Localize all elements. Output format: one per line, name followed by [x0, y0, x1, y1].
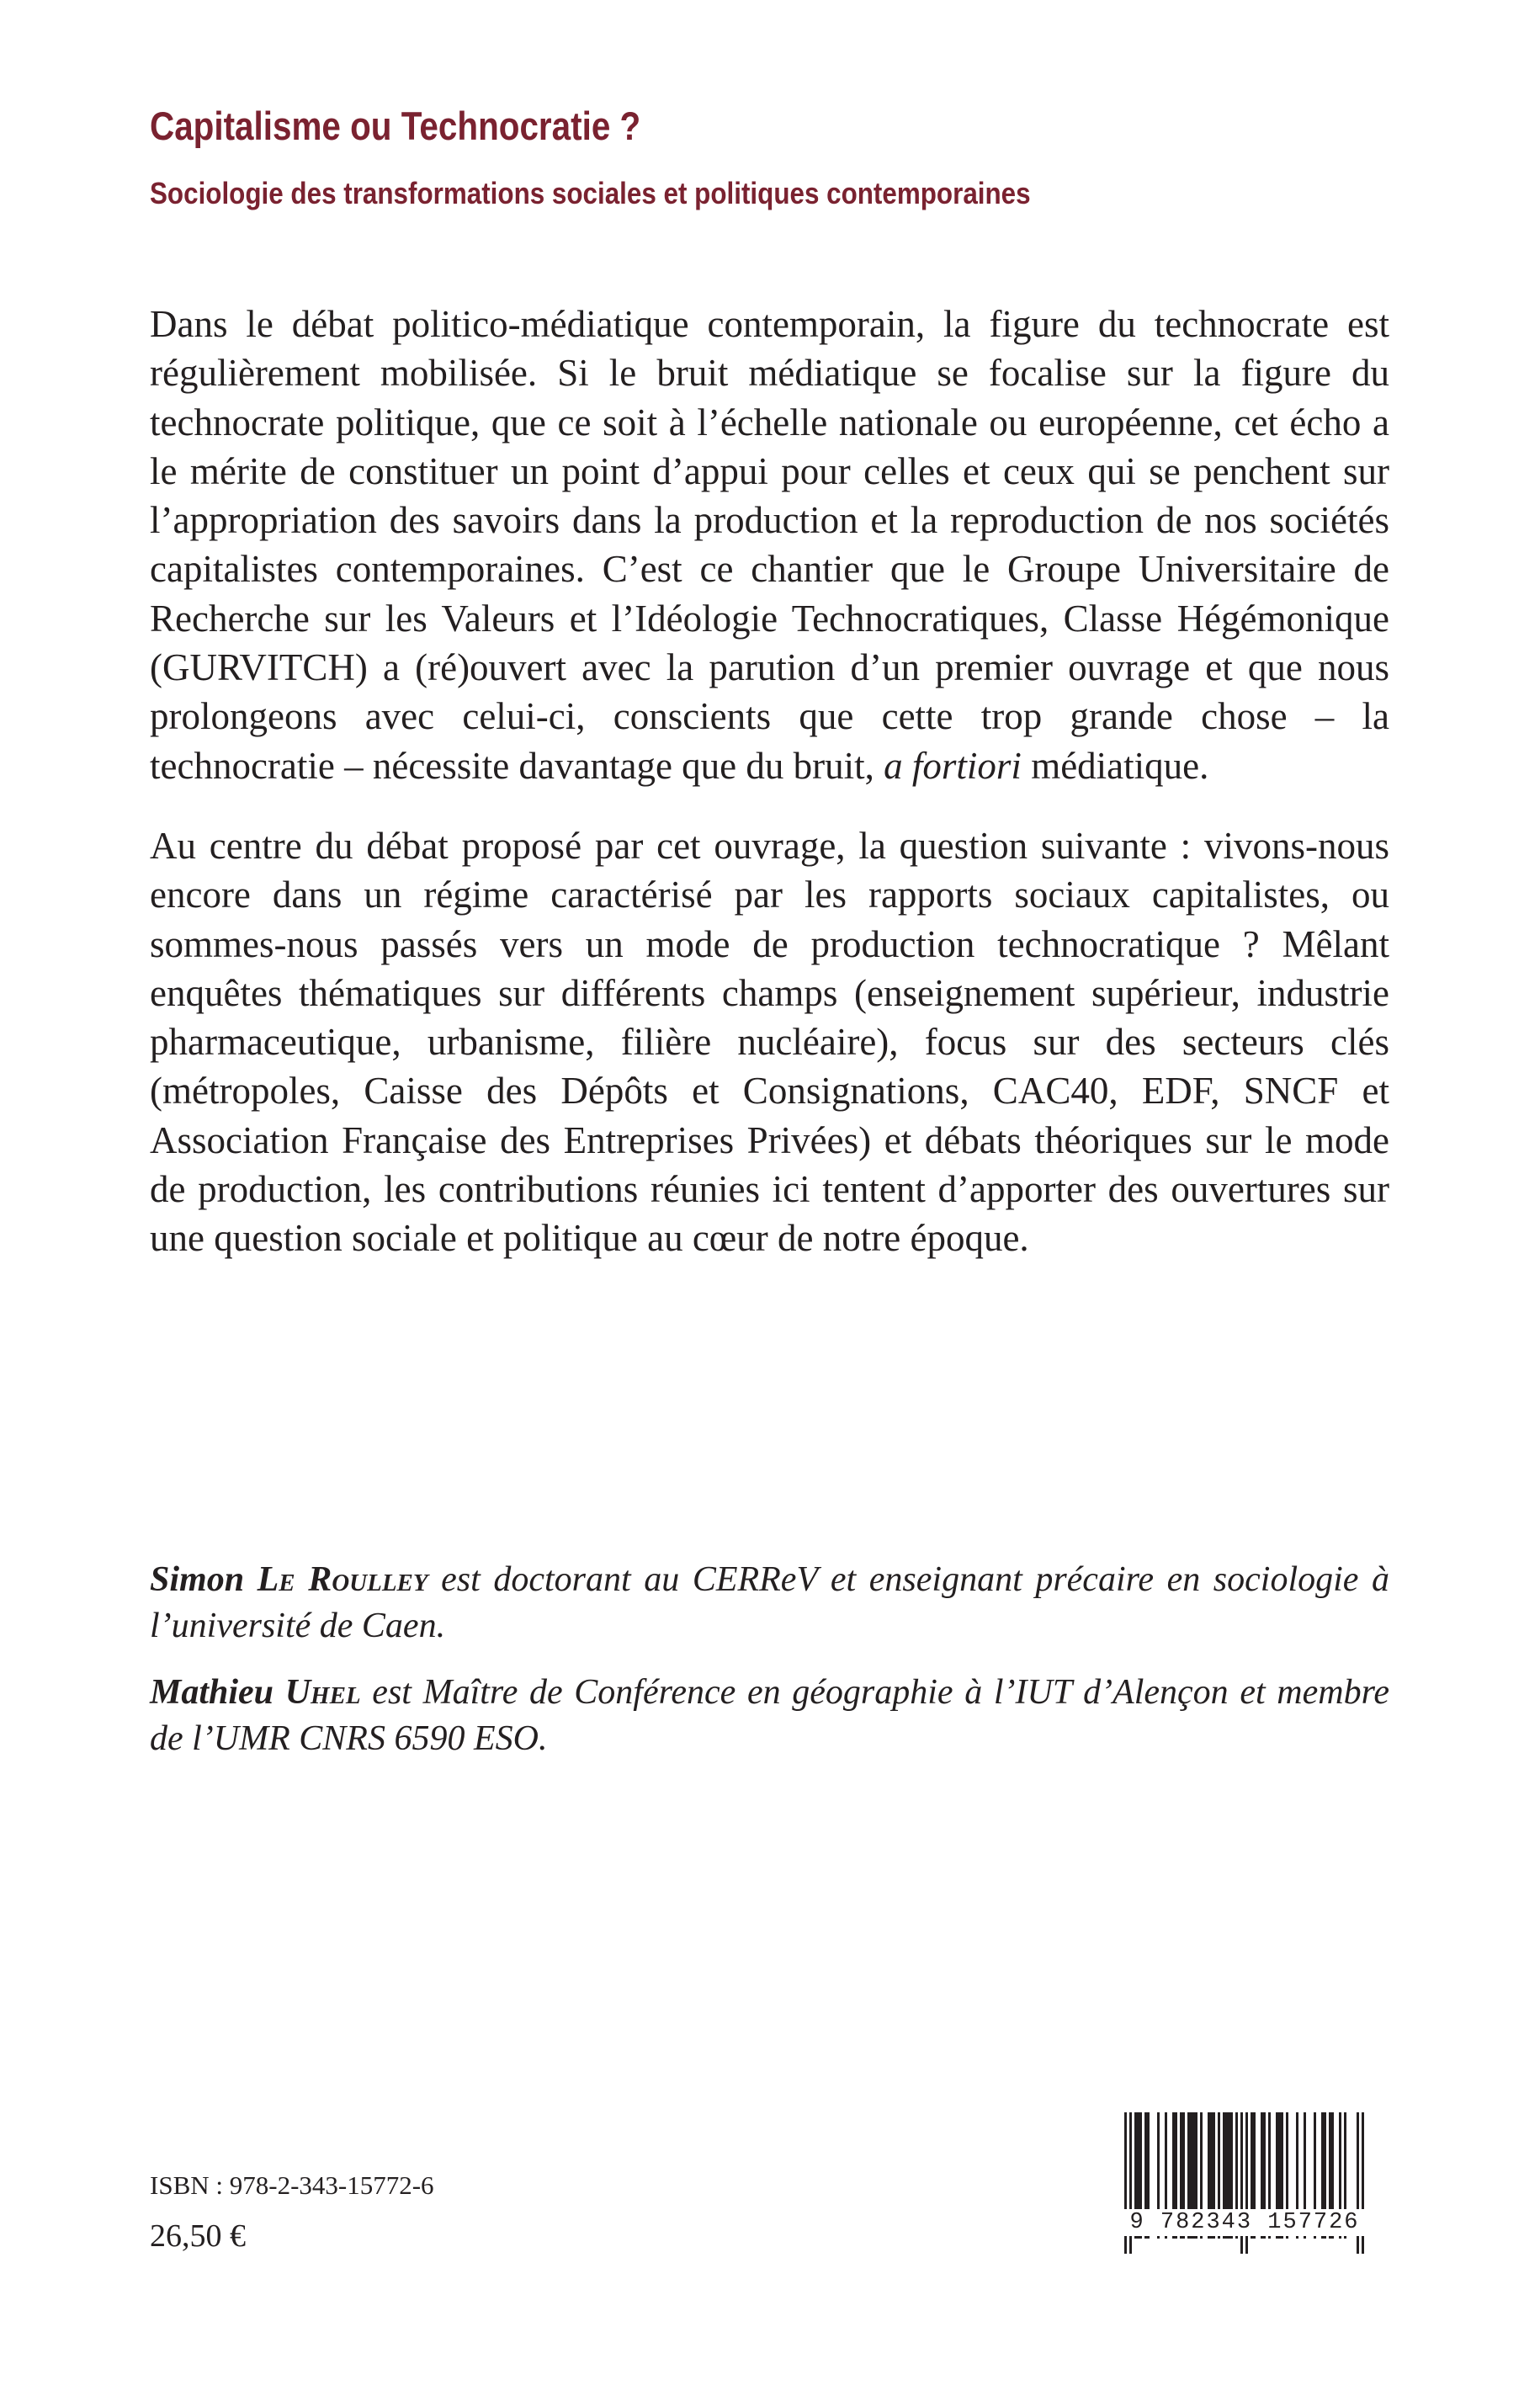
blurb-paragraph-1: [150, 300, 1389, 790]
author-bio-2: [150, 1670, 1389, 1762]
author-1-last-name: Le Roulley: [257, 1560, 428, 1599]
author-1-bio-text: est doctorant au CERReV et enseignant précaire en sociologie à l’université de Caen.: [150, 1560, 1390, 1645]
book-subtitle: Sociologie des transformations sociales et politiques contemporaines: [150, 176, 1031, 210]
author-2-bio-text: est Maître de Conférence en géographie à l’IUT d’Alençon et membre de l’UMR CNRS 6590 ESO.: [150, 1673, 1390, 1758]
barcode: [1101, 2112, 1389, 2272]
author-2-name: [150, 1673, 361, 1712]
blurb-p1-end: médiatique.: [1021, 744, 1209, 787]
blurb-p1-text: Dans le débat politico-médiatique contemporain, la figure du technocrate est régulièrement mobilisée. Si le bruit médiatique se focalise sur la figure du technocrate politique, que ce soit à l’échelle nationale ou européenne, cet écho a le mérite de constituer un point d’appui pour celles et ceux qui se penchent sur l’appropriation des savoirs dans la production et la reproduction de nos sociétés capitalistes contemporaines. C’est ce chantier que le Groupe Universitaire de Recherche sur les Valeurs et l’Idéologie Technocratiques, Classe Hégémonique (GURVITCH) a (ré)ouvert avec la parution d’un premier ouvrage et que nous prolongeons avec celui-ci, conscients que cette trop grande chose – la technocratie – nécessite davantage que du bruit,: [150, 303, 1389, 787]
book-title: Capitalisme ou Technocratie ?: [150, 104, 641, 148]
blurb-p1-italic: a fortiori: [884, 744, 1022, 787]
barcode-bars: [1101, 2112, 1389, 2272]
blurb-paragraph-2: Au centre du débat proposé par cet ouvrage, la question suivante : vivons-nous encore dans un régime caractérisé par les rapports sociaux capitalistes, ou sommes-nous passés vers un mode de production technocratique ? Mêlant enquêtes thématiques sur différents champs (enseignement supérieur, industrie pharmaceutique, urbanisme, filière nucléaire), focus sur des secteurs clés (métropoles, Caisse des Dépôts et Consignations, CAC40, EDF, SNCF et Association Française des Entreprises Privées) et débats théoriques sur le mode de production, les contributions réunies ici tentent d’apporter des ouvertures sur une question sociale et politique au cœur de notre époque.: [150, 824, 1389, 1260]
price: 26,50 €: [150, 2218, 246, 2254]
author-1-first-name: Simon: [150, 1560, 245, 1599]
barcode-digits: 9 782343 157726: [1101, 2209, 1389, 2236]
author-2-first-name: Mathieu: [150, 1673, 274, 1712]
author-bios: [150, 1557, 1389, 1782]
author-2-last-name: Uhel: [284, 1673, 361, 1712]
author-bio-1: [150, 1557, 1389, 1649]
isbn: ISBN : 978-2-343-15772-6: [150, 2170, 434, 2200]
author-1-name: [150, 1560, 428, 1599]
blurb: [150, 300, 1389, 1294]
